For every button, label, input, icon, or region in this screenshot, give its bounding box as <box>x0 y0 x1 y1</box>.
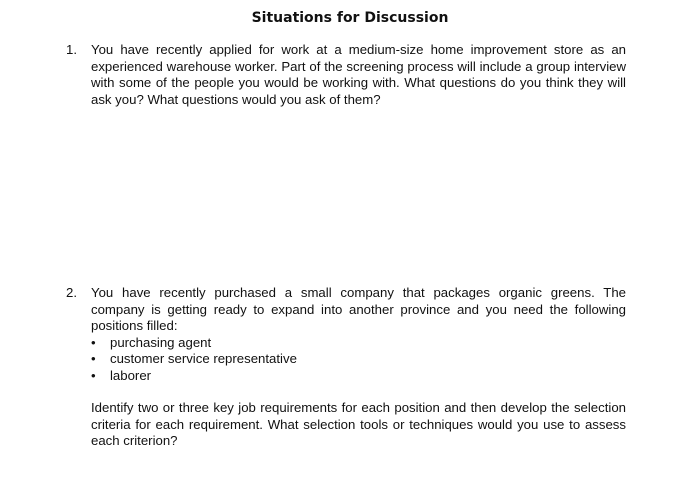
list-item <box>91 368 626 385</box>
page-title: Situations for Discussion <box>251 10 449 26</box>
discussion-item-2 <box>66 285 626 450</box>
discussion-item-1 <box>66 42 626 108</box>
position-label: purchasing agent <box>110 334 212 350</box>
list-item <box>91 351 626 368</box>
item-body <box>91 285 626 450</box>
follow-up-text: Identify two or three key job requirements for each position and then develop the selection criteria for each requirement. What selection tools or techniques would you use to assess each criterion? <box>91 400 626 448</box>
item-text: You have recently purchased a small company that packages organic greens. The company is getting ready to expand into another province and you need the following positions filled: <box>91 285 626 333</box>
bullet-icon: • <box>91 367 96 383</box>
item-number: 2. <box>66 285 77 300</box>
item-number: 1. <box>66 42 77 57</box>
item-text: You have recently applied for work at a medium-size home improvement store as an experienced warehouse worker. Part of the screening process will include a group interview with some of the people you would be working with. What questions do you think they will ask you? What questions would you ask of them? <box>91 42 626 107</box>
position-label: customer service representative <box>110 351 297 366</box>
bullet-icon: • <box>91 351 96 366</box>
bullet-icon: • <box>91 334 96 350</box>
positions-list <box>91 335 626 385</box>
position-label: laborer <box>110 367 152 383</box>
list-item <box>91 335 626 352</box>
